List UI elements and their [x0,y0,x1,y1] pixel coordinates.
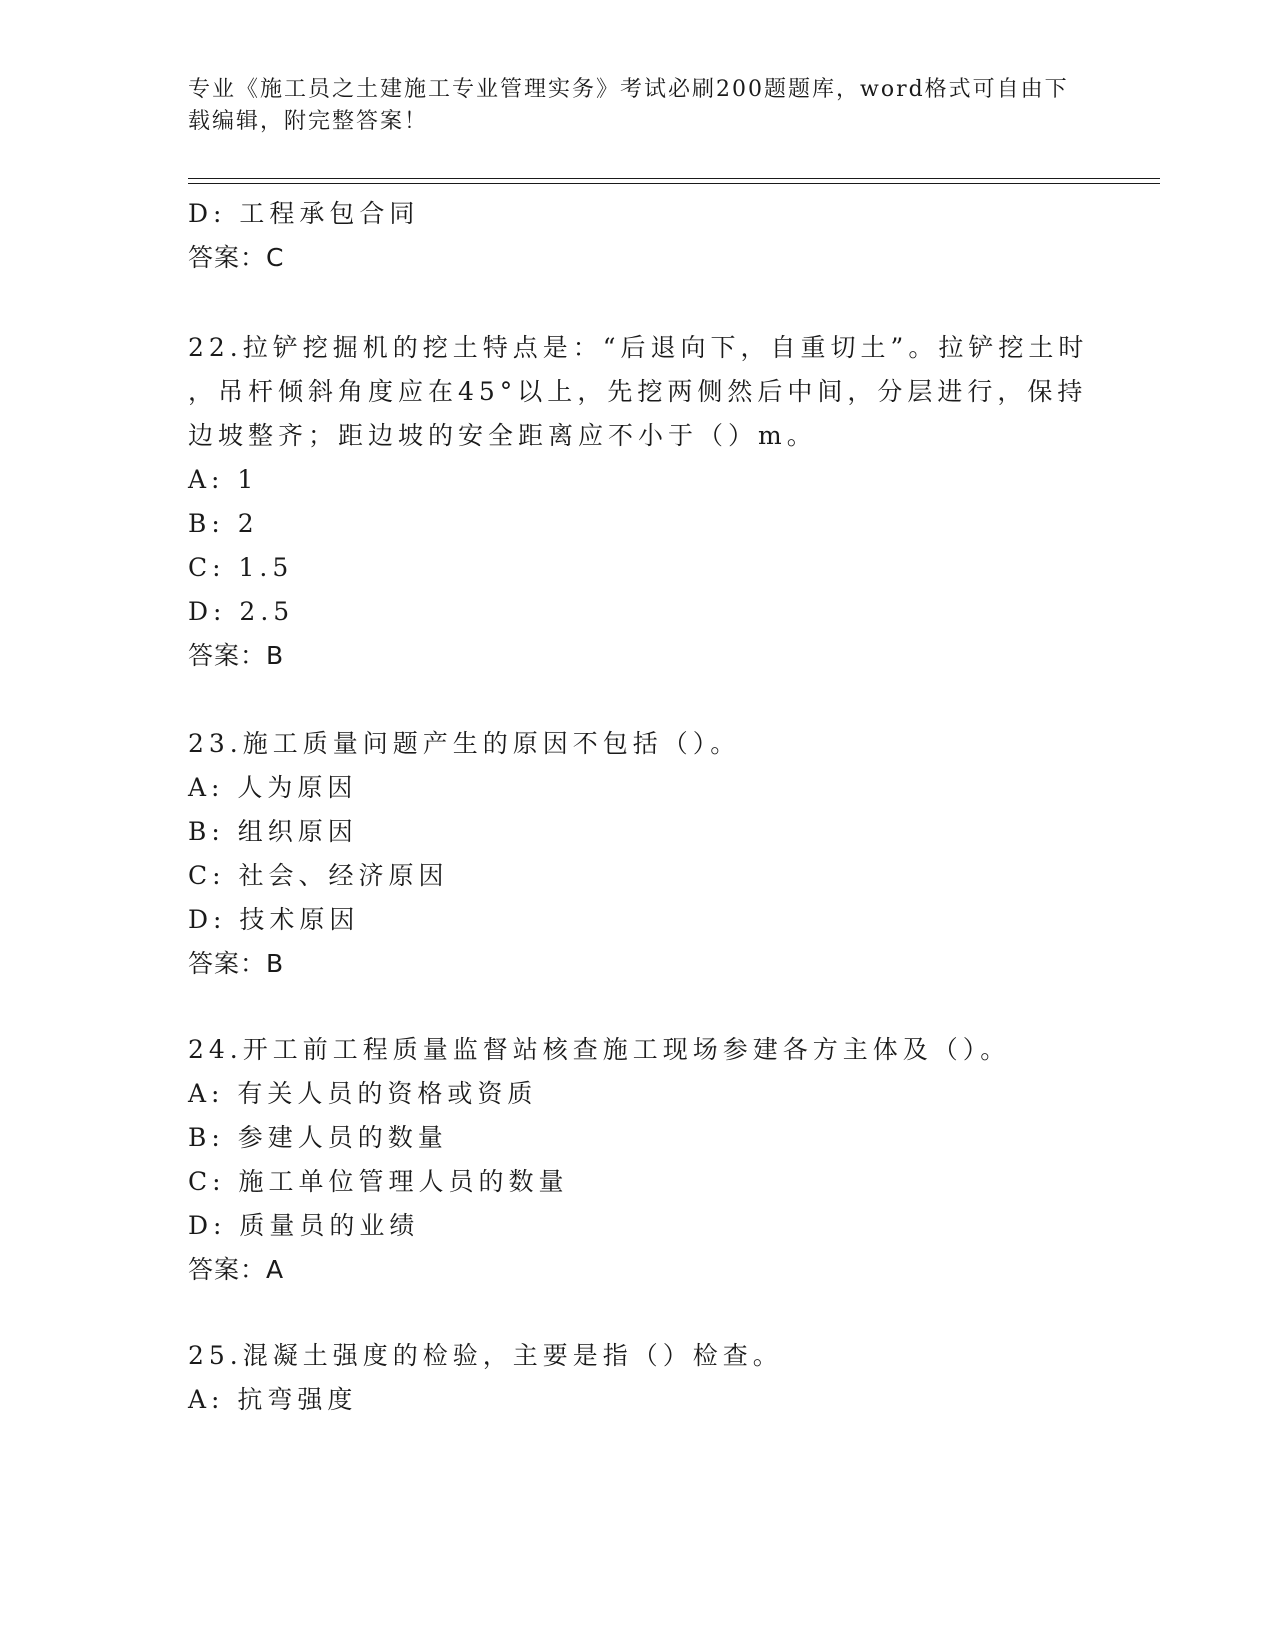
answer-label: 答案：C [188,243,285,272]
question-24-option-c: C: 施工单位管理人员的数量 [188,1167,569,1196]
question-23-answer: 答案：B [188,949,285,978]
question-24-option-d: D: 质量员的业绩 [188,1211,420,1240]
document-header: 专业《施工员之土建施工专业管理实务》考试必刷200题题库，word格式可自由下载编辑，附完整答案！ [188,77,1069,134]
header-divider-bottom [188,183,1160,184]
question-24-line-1: 24.开工前工程质量监督站核查施工现场参建各方主体及（）。 [188,1035,1011,1064]
question-22-option-c: C: 1.5 [188,553,294,582]
question-22-line-3: 边坡整齐；距边坡的安全距离应不小于（）m。 [188,421,817,450]
question-23-option-b: B: 组织原因 [188,817,358,846]
question-24-option-a: A: 有关人员的资格或资质 [188,1079,538,1108]
question-25-line-1: 25.混凝土强度的检验，主要是指（）检查。 [188,1341,783,1370]
question-22-line-1: 22.拉铲挖掘机的挖土特点是：“后退向下，自重切土”。拉铲挖土时 [188,333,1089,362]
question-23-option-c: C: 社会、经济原因 [188,861,449,890]
question-22-option-b: B: 2 [188,509,259,538]
question-22-answer: 答案：B [188,641,285,670]
question-24-option-b: B: 参建人员的数量 [188,1123,448,1152]
header-divider-top [188,178,1160,179]
question-22-option-a: A: 1 [188,465,259,494]
question-23-line-1: 23.施工质量问题产生的原因不包括（）。 [188,729,741,758]
option-d: D: 工程承包合同 [188,199,420,228]
question-23-option-a: A: 人为原因 [188,773,358,802]
question-25-option-a: A: 抗弯强度 [188,1385,358,1414]
question-22-option-d: D: 2.5 [188,597,295,626]
question-23-option-d: D: 技术原因 [188,905,360,934]
question-24-answer: 答案：A [188,1255,285,1284]
question-22-line-2: ，吊杆倾斜角度应在45°以上，先挖两侧然后中间，分层进行，保持 [188,377,1088,406]
